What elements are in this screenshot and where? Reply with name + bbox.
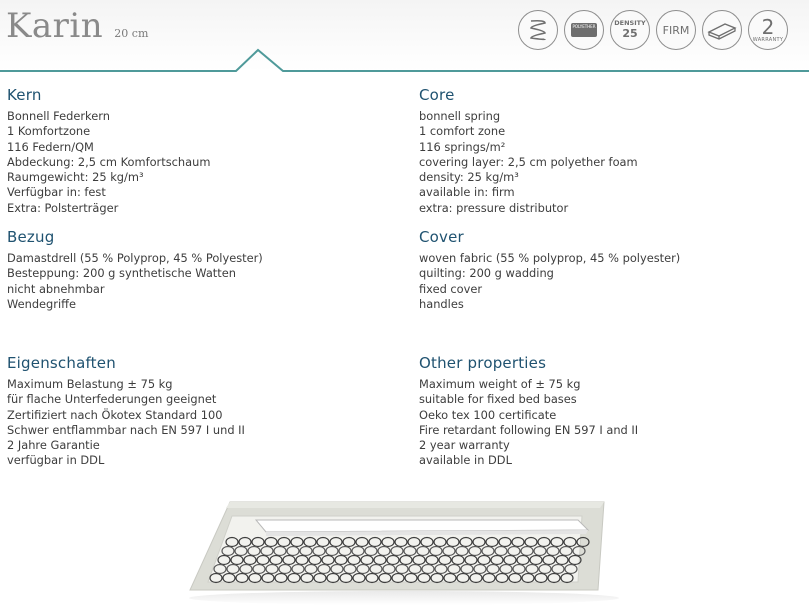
kern-line: 116 Federn/QM (7, 139, 94, 154)
polyether-foam-icon (564, 10, 604, 50)
firm-icon (656, 10, 696, 50)
section-bezug (7, 228, 387, 312)
bezug-lines (7, 251, 387, 312)
section-other-properties (419, 354, 799, 469)
product-height: 20 cm (114, 27, 149, 40)
bezug-line: nicht abnehmbar (7, 281, 105, 296)
cover-line: fixed cover (419, 281, 483, 296)
core-line: density: 25 kg/m³ (419, 170, 519, 185)
other-line: 2 year warranty (419, 438, 510, 453)
density-icon (610, 10, 650, 50)
kern-lines (7, 109, 387, 216)
other-line: Maximum weight of ± 75 kg (419, 377, 581, 391)
warranty-years: 2 (761, 15, 775, 39)
section-heading: Cover (419, 228, 464, 246)
other-line: suitable for fixed bed bases (419, 392, 577, 407)
fixed-bed-base-icon (702, 10, 742, 50)
core-line: covering layer: 2,5 cm polyether foam (419, 154, 638, 169)
core-line: extra: pressure distributor (419, 200, 569, 215)
section-heading: Kern (7, 86, 42, 104)
cover-line: quilting: 200 g wadding (419, 266, 554, 281)
mattress-cutaway-illustration (186, 494, 626, 606)
polyether-label: POLYETHER (571, 23, 597, 37)
core-line: bonnell spring (419, 109, 501, 123)
cover-line: handles (419, 296, 464, 311)
other-lines (419, 377, 799, 469)
firm-label: FIRM (662, 23, 690, 37)
section-heading: Other properties (419, 354, 547, 372)
eigenschaften-line: verfügbar in DDL (7, 453, 105, 468)
section-heading: Eigenschaften (7, 354, 116, 372)
cover-line: woven fabric (55 % polyprop, 45 % polyester) (419, 251, 681, 265)
product-title: Karin (6, 6, 104, 46)
section-heading: Core (419, 86, 455, 104)
kern-line: Abdeckung: 2,5 cm Komfortschaum (7, 154, 211, 169)
other-line: available in DDL (419, 453, 512, 468)
product-title-block (6, 6, 148, 46)
eigenschaften-line: für flache Unterfederungen geeignet (7, 392, 217, 407)
bezug-line: Besteppung: 200 g synthetische Watten (7, 266, 236, 281)
bezug-line: Wendegriffe (7, 296, 76, 311)
eigenschaften-line: Schwer entflammbar nach EN 597 I und II (7, 422, 245, 437)
core-line: 1 comfort zone (419, 124, 506, 139)
kern-line: Verfügbar in: fest (7, 185, 106, 200)
section-heading: Bezug (7, 228, 55, 246)
section-eigenschaften (7, 354, 387, 469)
bezug-line: Damastdrell (55 % Polyprop, 45 % Polyester) (7, 251, 263, 265)
cover-lines (419, 251, 799, 312)
section-core (419, 86, 799, 216)
density-value: 25 (622, 27, 638, 40)
kern-line: Extra: Polsterträger (7, 200, 119, 215)
eigenschaften-line: Zertifiziert nach Ökotex Standard 100 (7, 407, 223, 422)
section-cover (419, 228, 799, 312)
eigenschaften-line: Maximum Belastung ± 75 kg (7, 377, 173, 391)
warranty-icon (748, 10, 788, 50)
core-lines (419, 109, 799, 216)
kern-line: Raumgewicht: 25 kg/m³ (7, 170, 144, 185)
kern-line: Bonnell Federkern (7, 109, 110, 123)
warranty-label: WARRANTY (752, 37, 784, 43)
bonnell-spring-icon (518, 10, 558, 50)
eigenschaften-line: 2 Jahre Garantie (7, 438, 100, 453)
section-kern (7, 86, 387, 216)
core-line: 116 springs/m² (419, 139, 506, 154)
other-line: Fire retardant following EN 597 I and II (419, 422, 639, 437)
kern-line: 1 Komfortzone (7, 124, 91, 139)
core-line: available in: firm (419, 185, 515, 200)
density-label: DENSITY (614, 19, 646, 27)
feature-icons (518, 10, 788, 50)
other-line: Oeko tex 100 certificate (419, 407, 557, 422)
eigenschaften-lines (7, 377, 387, 469)
